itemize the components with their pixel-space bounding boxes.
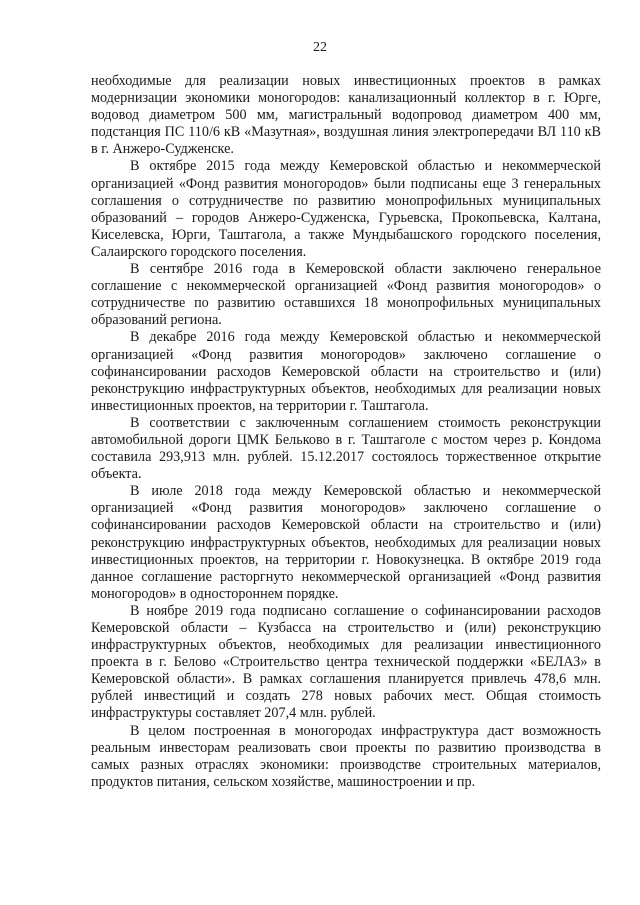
paragraph-december-2016: В декабре 2016 года между Кемеровской областью и некоммерческой организацией «Фонд развития моногородов» заключено соглашение о софинансировании расходов Кемеровской области на строительство и (или) реконструкцию инфраструктурных объектов, необходимых для реализации новых инвестиционных проектов, на территории г. Таштагола. [91, 329, 601, 414]
document-body [91, 73, 601, 791]
paragraph-october-2015: В октябре 2015 года между Кемеровской областью и некоммерческой организацией «Фонд развития моногородов» были подписаны еще 3 генеральных соглашения о сотрудничестве по развитию монопрофильных муниципальных образований – городов Анжеро-Судженска, Гурьевска, Прокопьевска, Калтана, Киселевска, Юрги, Таштагола, а также Мундыбашского городского поселения, Салаирского городского поселения. [91, 158, 601, 260]
paragraph-november-2019: В ноябре 2019 года подписано соглашение о софинансировании расходов Кемеровской области – Кузбасса на строительство и (или) реконструкцию инфраструктурных объектов, необходимых для реализации инвестиционного проекта в г. Белово «Строительство центра технической поддержки «БЕЛАЗ» в Кемеровской области». В рамках соглашения планируется привлечь 478,6 млн. рублей инвестиций и создать 278 новых рабочих мест. Общая стоимость инфраструктуры составляет 207,4 млн. рублей. [91, 602, 601, 722]
paragraph-july-2018: В июле 2018 года между Кемеровской областью и некоммерческой организацией «Фонд развития моногородов» заключено соглашение о софинансировании расходов Кемеровской области на строительство и (или) реконструкцию инфраструктурных объектов, необходимых для реализации новых инвестиционных проектов, на территории г. Новокузнецка. В октябре 2019 года данное соглашение расторгнуто некоммерческой организацией «Фонд развития моногородов» в одностороннем порядке. [91, 483, 601, 602]
page-number: 22 [313, 40, 327, 55]
paragraph-summary: В целом построенная в моногородах инфраструктура даст возможность реальным инвесторам реализовать свои проекты по развитию производства в самых разных отраслях экономики: производстве строительных материалов, продуктов питания, сельском хозяйстве, машиностроении и пр. [91, 722, 601, 790]
paragraph-reconstruction-cost: В соответствии с заключенным соглашением стоимость реконструкции автомобильной дороги ЦМК Бельково в г. Таштаголе с мостом через р. Кондома составила 293,913 млн. рублей. 15.12.2017 состоялось торжественное открытие объекта. [91, 414, 601, 483]
paragraph-september-2016: В сентябре 2016 года в Кемеровской области заключено генеральное соглашение с некоммерческой организацией «Фонд развития моногородов» о сотрудничестве по развитию оставшихся 18 монопрофильных муниципальных образований региона. [91, 261, 601, 329]
paragraph-continuation: необходимые для реализации новых инвестиционных проектов в рамках модернизации экономики моногородов: канализационный коллектор в г. Юрге, водовод диаметром 500 мм, магистральный водопровод диаметром 400 мм, подстанция ПС 110/6 кВ «Мазутная», воздушная линия электропередачи ВЛ 110 кВ в г. Анжеро-Судженске. [91, 73, 601, 158]
